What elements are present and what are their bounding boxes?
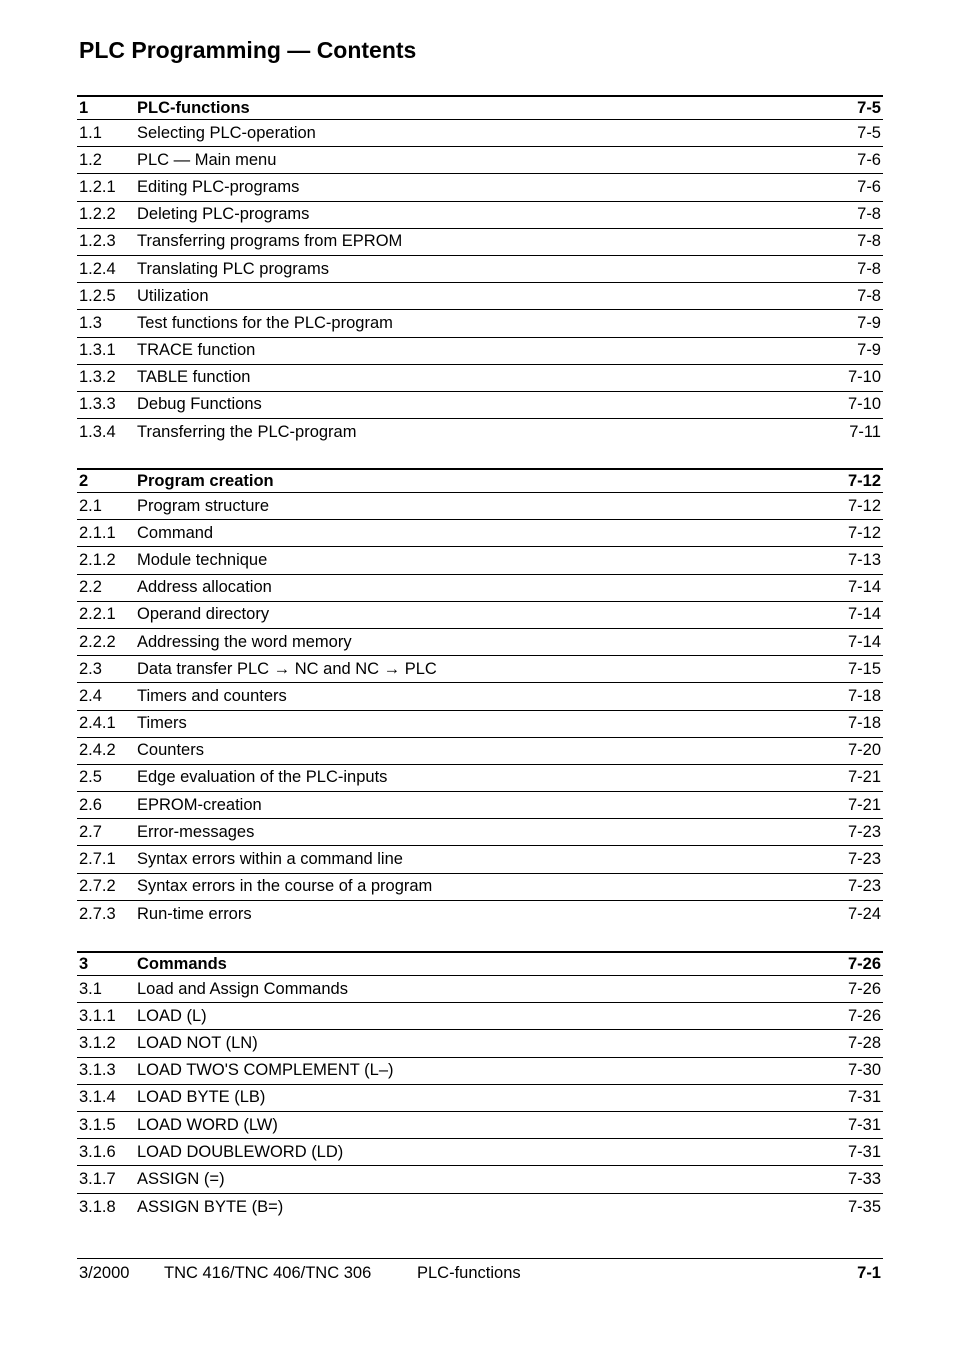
entry-page: 7-8: [857, 286, 881, 305]
entry-number: 2.4.1: [79, 714, 116, 733]
toc-entry[interactable]: [77, 1112, 883, 1139]
entry-page: 7-35: [847, 1197, 881, 1216]
entry-number: 3.1.1: [79, 1006, 116, 1025]
section-heading[interactable]: [77, 951, 883, 976]
entry-number: 1.2.5: [79, 286, 116, 305]
entry-page: 7-23: [847, 850, 881, 869]
entry-number: 1.3.3: [79, 395, 116, 414]
entry-title: Edge evaluation of the PLC-inputs: [137, 768, 388, 787]
toc-entry[interactable]: [77, 683, 883, 710]
entry-title: TRACE function: [137, 341, 256, 360]
entry-number: 2.7.1: [79, 850, 116, 869]
toc-entry[interactable]: [77, 1139, 883, 1166]
toc-entry[interactable]: [77, 765, 883, 792]
page-title: PLC Programming — Contents: [79, 37, 417, 63]
toc-entry[interactable]: [77, 120, 883, 147]
toc-entry[interactable]: [77, 1030, 883, 1057]
entry-page: 7-31: [847, 1115, 881, 1134]
page-footer: [77, 1258, 883, 1282]
entry-title: Error-messages: [137, 822, 255, 841]
toc-entry[interactable]: [77, 147, 883, 174]
entry-number: 3.1.5: [79, 1115, 116, 1134]
entry-page: 7-8: [857, 259, 881, 278]
entry-page: 7-18: [847, 714, 881, 733]
entry-title: Address allocation: [137, 578, 272, 597]
entry-number: 1.3.4: [79, 423, 116, 442]
entry-page: 7-26: [847, 979, 881, 998]
entry-number: 1.3.1: [79, 341, 116, 360]
toc-entry[interactable]: [77, 520, 883, 547]
toc-entry[interactable]: [77, 256, 883, 283]
toc-entry[interactable]: [77, 202, 883, 229]
entry-title: Translating PLC programs: [137, 259, 329, 278]
entry-page: 7-24: [847, 904, 881, 923]
entry-title: Test functions for the PLC-program: [137, 313, 393, 332]
toc-entry[interactable]: [77, 602, 883, 629]
entry-title: LOAD WORD (LW): [137, 1115, 278, 1134]
entry-number: 2.2.2: [79, 632, 116, 651]
entry-title: Selecting PLC-operation: [137, 123, 316, 142]
entry-title: LOAD (L): [137, 1006, 207, 1025]
entry-page: 7-6: [857, 150, 881, 169]
entry-page: 7-14: [847, 578, 881, 597]
toc-entry[interactable]: [77, 629, 883, 656]
entry-title: LOAD DOUBLEWORD (LD): [137, 1142, 344, 1161]
entry-page: 7-13: [847, 550, 881, 569]
toc-entry[interactable]: [77, 1058, 883, 1085]
entry-page: 7-8: [857, 205, 881, 224]
section-heading[interactable]: [77, 468, 883, 493]
entry-number: 2.3: [79, 659, 102, 678]
entry-page: 7-26: [847, 1006, 881, 1025]
toc-entry[interactable]: [77, 792, 883, 819]
section-heading[interactable]: [77, 95, 883, 120]
toc-entry[interactable]: [77, 1166, 883, 1193]
toc-entry[interactable]: [77, 365, 883, 392]
entry-number: 1.2.2: [79, 205, 116, 224]
entry-title: Run-time errors: [137, 904, 252, 923]
entry-title: Timers: [137, 714, 187, 733]
entry-number: 2.1.2: [79, 550, 116, 569]
entry-number: 1.1: [79, 123, 102, 142]
toc-entry[interactable]: [77, 310, 883, 337]
section-title: PLC-functions: [137, 98, 250, 117]
entry-title: LOAD BYTE (LB): [137, 1088, 266, 1107]
toc-entry[interactable]: [77, 229, 883, 256]
toc-entry[interactable]: [77, 283, 883, 310]
entry-page: 7-11: [849, 423, 881, 442]
entry-title: Counters: [137, 741, 204, 760]
entry-page: 7-8: [857, 232, 881, 251]
toc-entry[interactable]: [77, 419, 883, 446]
entry-title: PLC — Main menu: [137, 150, 277, 169]
entry-number: 2.1.1: [79, 523, 116, 542]
toc-entry[interactable]: [77, 711, 883, 738]
entry-number: 3.1.4: [79, 1088, 116, 1107]
entry-page: 7-33: [847, 1169, 881, 1188]
entry-title: Program structure: [137, 496, 270, 515]
entry-number: 2.6: [79, 795, 102, 814]
entry-title: Addressing the word memory: [137, 632, 352, 651]
footer-page-number: 7-1: [857, 1264, 881, 1282]
entry-page: 7-30: [847, 1061, 881, 1080]
entry-title: Command: [137, 523, 214, 542]
entry-title: ASSIGN (=): [137, 1169, 225, 1188]
entry-page: 7-6: [857, 177, 881, 196]
toc-entry[interactable]: [77, 976, 883, 1003]
footer-date: 3/2000: [79, 1264, 130, 1282]
toc-entry[interactable]: [77, 846, 883, 873]
section-page: 7-12: [847, 471, 881, 490]
entry-page: 7-21: [847, 768, 881, 787]
entry-page: 7-20: [847, 741, 881, 760]
entry-number: 2.7.3: [79, 904, 116, 923]
entry-title: Deleting PLC-programs: [137, 205, 310, 224]
entry-page: 7-12: [847, 523, 881, 542]
entry-page: 7-18: [847, 686, 881, 705]
entry-page: 7-23: [847, 877, 881, 896]
entry-number: 3.1.6: [79, 1142, 116, 1161]
entry-number: 2.7: [79, 822, 102, 841]
entry-title: ASSIGN BYTE (B=): [137, 1197, 284, 1216]
entry-number: 3.1: [79, 979, 102, 998]
toc-section-1: [77, 95, 883, 446]
entry-title: Timers and counters: [137, 686, 287, 705]
entry-page: 7-12: [847, 496, 881, 515]
toc-section-2: [77, 468, 883, 928]
section-number: 1: [79, 98, 89, 117]
section-page: 7-26: [847, 954, 881, 973]
toc-entry[interactable]: [77, 1003, 883, 1030]
entry-title: Data transfer PLC → NC and NC → PLC: [137, 659, 437, 678]
toc-entry[interactable]: [77, 575, 883, 602]
entry-number: 1.3: [79, 313, 102, 332]
entry-title: Utilization: [137, 286, 209, 305]
entry-title: Debug Functions: [137, 395, 262, 414]
entry-page: 7-9: [857, 341, 881, 360]
toc-entry[interactable]: [77, 1085, 883, 1112]
entry-number: 1.2.4: [79, 259, 116, 278]
entry-title: TABLE function: [137, 368, 251, 387]
entry-title: Transferring programs from EPROM: [137, 232, 403, 251]
entry-number: 2.4.2: [79, 741, 116, 760]
entry-number: 2.1: [79, 496, 102, 515]
entry-title: Syntax errors in the course of a program: [137, 877, 433, 896]
entry-page: 7-5: [857, 123, 881, 142]
section-number: 2: [79, 471, 89, 490]
entry-title: Operand directory: [137, 605, 270, 624]
toc-entry[interactable]: [77, 493, 883, 520]
toc-entry[interactable]: [77, 901, 883, 928]
entry-number: 3.1.7: [79, 1169, 116, 1188]
entry-number: 3.1.3: [79, 1061, 116, 1080]
entry-title: Load and Assign Commands: [137, 979, 348, 998]
entry-number: 2.4: [79, 686, 102, 705]
entry-page: 7-15: [847, 659, 881, 678]
entry-title: Module technique: [137, 550, 268, 569]
toc-entry[interactable]: [77, 174, 883, 201]
section-title: Commands: [137, 954, 227, 973]
toc-entry[interactable]: [77, 547, 883, 574]
entry-page: 7-9: [857, 313, 881, 332]
toc-entry[interactable]: [77, 819, 883, 846]
entry-title: Editing PLC-programs: [137, 177, 300, 196]
footer-models: TNC 416/TNC 406/TNC 306: [164, 1264, 372, 1282]
entry-number: 1.2.3: [79, 232, 116, 251]
section-page: 7-5: [857, 98, 881, 117]
entry-page: 7-14: [847, 632, 881, 651]
entry-page: 7-21: [847, 795, 881, 814]
toc-entry[interactable]: [77, 392, 883, 419]
entry-number: 2.2: [79, 578, 102, 597]
entry-number: 2.7.2: [79, 877, 116, 896]
entry-title: Syntax errors within a command line: [137, 850, 403, 869]
entry-page: 7-10: [847, 395, 881, 414]
entry-page: 7-28: [847, 1033, 881, 1052]
toc-entry[interactable]: [77, 1194, 883, 1221]
section-number: 3: [79, 954, 89, 973]
entry-number: 1.3.2: [79, 368, 116, 387]
entry-title: EPROM-creation: [137, 795, 262, 814]
entry-page: 7-23: [847, 822, 881, 841]
entry-page: 7-31: [847, 1088, 881, 1107]
entry-page: 7-10: [847, 368, 881, 387]
entry-number: 3.1.8: [79, 1197, 116, 1216]
toc-section-3: [77, 951, 883, 1221]
entry-title: LOAD TWO'S COMPLEMENT (L–): [137, 1061, 394, 1080]
entry-number: 2.2.1: [79, 605, 116, 624]
entry-page: 7-31: [847, 1142, 881, 1161]
entry-page: 7-14: [847, 605, 881, 624]
section-title: Program creation: [137, 471, 274, 490]
entry-number: 3.1.2: [79, 1033, 116, 1052]
entry-title: LOAD NOT (LN): [137, 1033, 258, 1052]
footer-chapter: PLC-functions: [417, 1264, 521, 1282]
toc-entry[interactable]: [77, 656, 883, 683]
entry-title: Transferring the PLC-program: [137, 423, 357, 442]
toc-entry[interactable]: [77, 338, 883, 365]
entry-number: 1.2: [79, 150, 102, 169]
toc-entry[interactable]: [77, 874, 883, 901]
toc-entry[interactable]: [77, 738, 883, 765]
entry-number: 2.5: [79, 768, 102, 787]
entry-number: 1.2.1: [79, 177, 116, 196]
